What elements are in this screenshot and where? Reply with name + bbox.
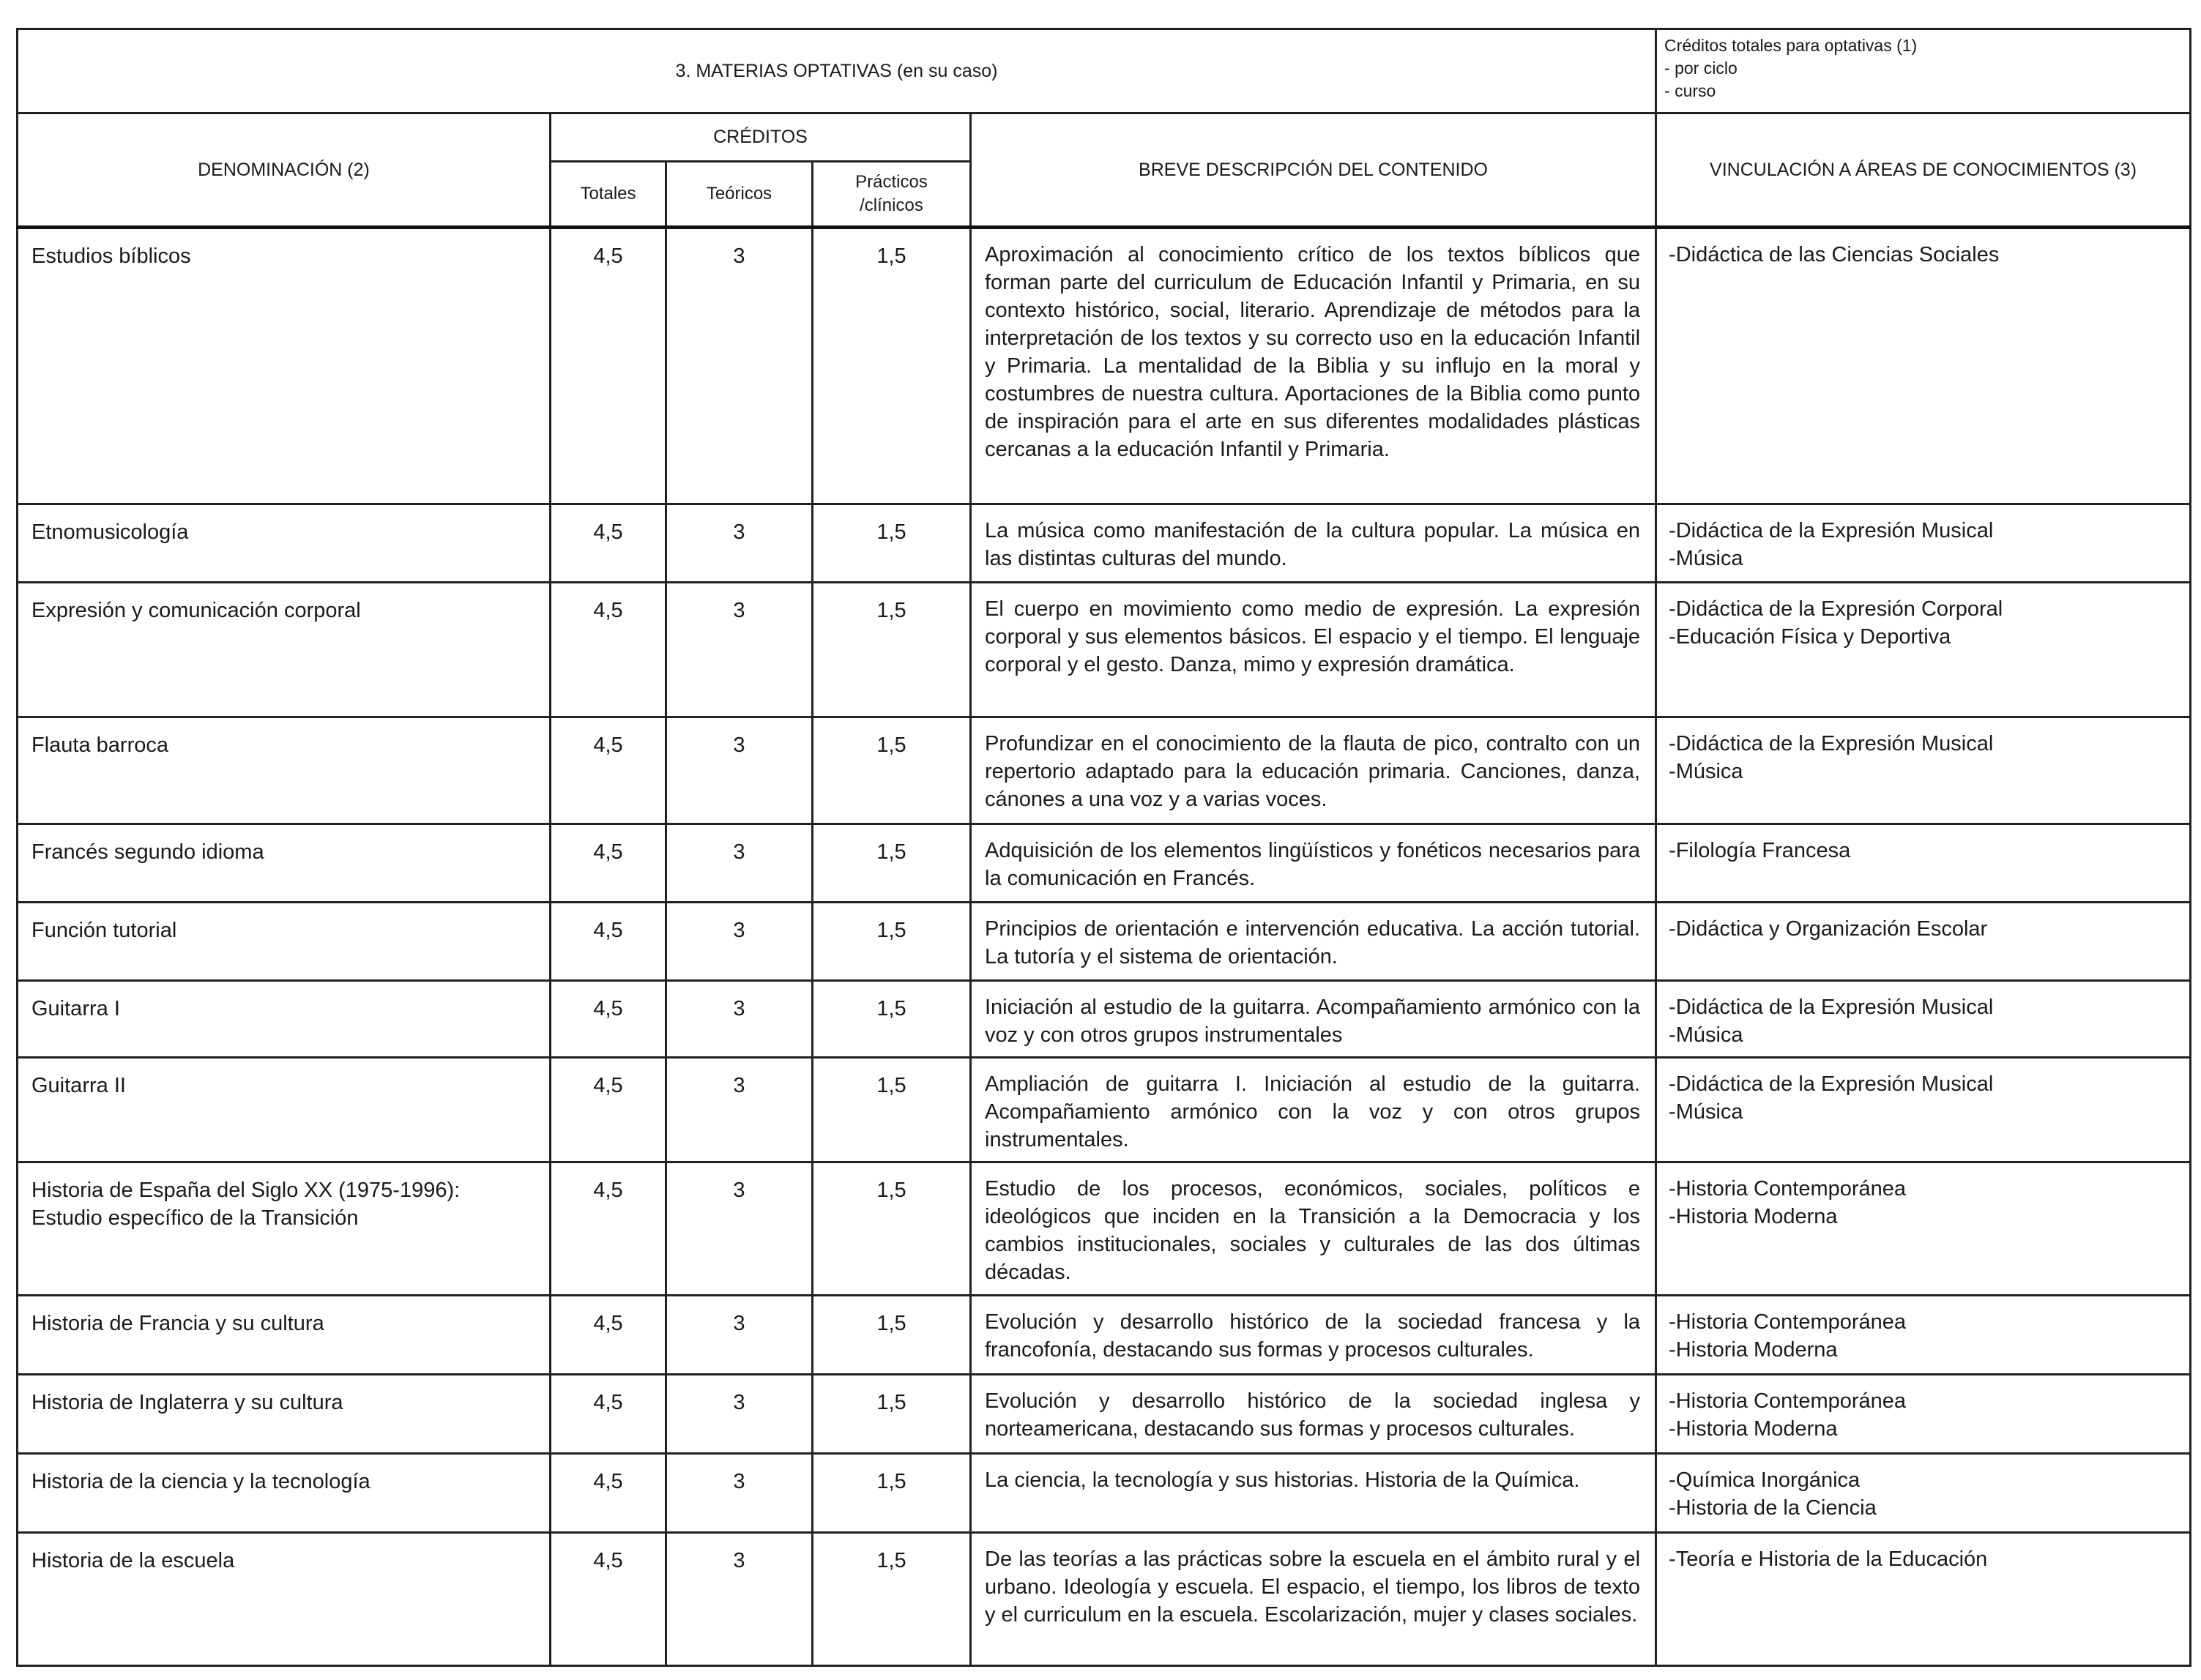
- table-row: [18, 1454, 2191, 1533]
- knowledge-area-item: -Didáctica de la Expresión Musical: [1669, 1072, 1994, 1096]
- table-row: [18, 228, 2191, 504]
- table-row: [18, 717, 2191, 824]
- knowledge-area-item: -Química Inorgánica: [1669, 1468, 1861, 1492]
- content-description: Ampliación de guitarra I. Iniciación al estudio de la guitarra. Acompañamiento armónico con la voz y con otros grupos instrumentales.: [971, 1058, 1656, 1162]
- table-row: [18, 981, 2191, 1058]
- knowledge-area-item: -Historia Moderna: [1669, 1417, 1838, 1441]
- credits-note: [1656, 29, 2191, 113]
- credits-totales: 4,5: [551, 1296, 666, 1375]
- knowledge-area-item: -Didáctica de la Expresión Musical: [1669, 732, 1994, 755]
- section-title: 3. MATERIAS OPTATIVAS (en su caso): [18, 29, 1656, 113]
- knowledge-areas: [1656, 504, 2191, 583]
- content-description: Estudio de los procesos, económicos, sociales, políticos e ideológicos que inciden en la Transición a la Democracia y los cambios institucionales, sociales y culturales de las dos últimas décadas.: [971, 1162, 1656, 1296]
- credits-totales: 4,5: [551, 228, 666, 504]
- col-header-practicos: Prácticos /clínicos: [813, 162, 971, 228]
- content-description: Principios de orientación e intervención educativa. La acción tutorial. La tutoría y el sistema de orientación.: [971, 903, 1656, 981]
- knowledge-areas: [1656, 1454, 2191, 1533]
- credits-practicos: 1,5: [813, 1296, 971, 1375]
- knowledge-area-item: -Didáctica y Organización Escolar: [1669, 917, 1988, 941]
- content-description: De las teorías a las prácticas sobre la escuela en el ámbito rural y el urbano. Ideología y escuela. El espacio, el tiempo, los libros de texto y el curriculum en la escuela. Escolarización, mujer y clases sociales.: [971, 1533, 1656, 1666]
- credits-totales: 4,5: [551, 981, 666, 1058]
- credits-totales: 4,5: [551, 1162, 666, 1296]
- col-header-denominacion: DENOMINACIÓN (2): [18, 113, 551, 228]
- credits-totales: 4,5: [551, 1454, 666, 1533]
- col-header-descripcion: BREVE DESCRIPCIÓN DEL CONTENIDO: [971, 113, 1656, 228]
- credits-note-line: - curso: [1664, 81, 1716, 100]
- credits-teoricos: 3: [666, 1454, 813, 1533]
- content-description: El cuerpo en movimiento como medio de expresión. La expresión corporal y sus elementos básicos. El espacio y el tiempo. El lenguaje corporal y el gesto. Danza, mimo y expresión dramática.: [971, 583, 1656, 717]
- credits-teoricos: 3: [666, 228, 813, 504]
- credits-practicos: 1,5: [813, 583, 971, 717]
- credits-totales: 4,5: [551, 1375, 666, 1454]
- subject-name: Función tutorial: [18, 903, 551, 981]
- credits-practicos: 1,5: [813, 1454, 971, 1533]
- credits-totales: 4,5: [551, 504, 666, 583]
- knowledge-area-item: -Historia de la Ciencia: [1669, 1496, 1877, 1520]
- content-description: Evolución y desarrollo histórico de la sociedad francesa y la francofonía, destacando sus formas y procesos culturales.: [971, 1296, 1656, 1375]
- credits-totales: 4,5: [551, 1058, 666, 1162]
- credits-teoricos: 3: [666, 1375, 813, 1454]
- subject-name: Guitarra I: [18, 981, 551, 1058]
- knowledge-area-item: -Filología Francesa: [1669, 839, 1851, 862]
- subject-name: Expresión y comunicación corporal: [18, 583, 551, 717]
- table-row: [18, 1162, 2191, 1296]
- credits-totales: 4,5: [551, 824, 666, 903]
- subject-name: Estudios bíblicos: [18, 228, 551, 504]
- content-description: Iniciación al estudio de la guitarra. Acompañamiento armónico con la voz y con otros grupos instrumentales: [971, 981, 1656, 1058]
- credits-practicos: 1,5: [813, 1162, 971, 1296]
- credits-totales: 4,5: [551, 1533, 666, 1666]
- knowledge-area-item: -Historia Contemporánea: [1669, 1310, 1907, 1334]
- table-row: [18, 903, 2191, 981]
- knowledge-areas: [1656, 1296, 2191, 1375]
- content-description: Aproximación al conocimiento crítico de los textos bíblicos que forman parte del curriculum de Educación Infantil y Primaria, en su contexto histórico, social, literario. Aprendizaje de métodos para la interpretación de los textos y su correcto uso en la educación Infantil y Primaria. La mentalidad de la Biblia y su influjo en la moral y costumbres de nuestra cultura. Aportaciones de la Biblia como punto de inspiración para el arte en sus diferentes modalidades plásticas cercanas a la educación Infantil y Primaria.: [971, 228, 1656, 504]
- col-header-teoricos: Teóricos: [666, 162, 813, 228]
- content-description: La música como manifestación de la cultura popular. La música en las distintas culturas del mundo.: [971, 504, 1656, 583]
- table-row: [18, 824, 2191, 903]
- table-row: [18, 1058, 2191, 1162]
- credits-practicos: 1,5: [813, 1533, 971, 1666]
- subject-name: Historia de Francia y su cultura: [18, 1296, 551, 1375]
- subject-name: Historia de España del Siglo XX (1975-1996): Estudio específico de la Transición: [18, 1162, 551, 1296]
- subject-name: Historia de la escuela: [18, 1533, 551, 1666]
- credits-teoricos: 3: [666, 1058, 813, 1162]
- credits-teoricos: 3: [666, 981, 813, 1058]
- knowledge-area-item: -Música: [1669, 1100, 1743, 1124]
- credits-note-line: Créditos totales para optativas (1): [1664, 36, 1918, 55]
- optativas-table: [16, 28, 2191, 1667]
- subject-name: Historia de Inglaterra y su cultura: [18, 1375, 551, 1454]
- content-description: Adquisición de los elementos lingüísticos y fonéticos necesarios para la comunicación en Francés.: [971, 824, 1656, 903]
- credits-totales: 4,5: [551, 903, 666, 981]
- knowledge-areas: [1656, 583, 2191, 717]
- credits-teoricos: 3: [666, 1533, 813, 1666]
- knowledge-area-item: -Historia Contemporánea: [1669, 1177, 1907, 1201]
- table-row: [18, 583, 2191, 717]
- knowledge-area-item: -Música: [1669, 760, 1743, 783]
- credits-teoricos: 3: [666, 1162, 813, 1296]
- subject-name: Etnomusicología: [18, 504, 551, 583]
- table-row: [18, 1296, 2191, 1375]
- knowledge-areas: [1656, 824, 2191, 903]
- credits-practicos: 1,5: [813, 717, 971, 824]
- knowledge-area-item: -Didáctica de la Expresión Musical: [1669, 519, 1994, 542]
- knowledge-area-item: -Música: [1669, 547, 1743, 570]
- credits-practicos: 1,5: [813, 504, 971, 583]
- table-row: [18, 1375, 2191, 1454]
- col-header-totales: Totales: [551, 162, 666, 228]
- knowledge-area-item: -Música: [1669, 1023, 1743, 1047]
- table-row: [18, 504, 2191, 583]
- knowledge-area-item: -Didáctica de la Expresión Corporal: [1669, 597, 2003, 621]
- knowledge-area-item: -Historia Moderna: [1669, 1205, 1838, 1228]
- credits-practicos: 1,5: [813, 1058, 971, 1162]
- knowledge-areas: [1656, 981, 2191, 1058]
- knowledge-areas: [1656, 1533, 2191, 1666]
- knowledge-area-item: -Historia Contemporánea: [1669, 1389, 1907, 1413]
- knowledge-area-item: -Teoría e Historia de la Educación: [1669, 1548, 1988, 1571]
- col-header-creditos: CRÉDITOS: [551, 113, 971, 162]
- col-header-vinculacion: VINCULACIÓN A ÁREAS DE CONOCIMIENTOS (3): [1656, 113, 2191, 228]
- credits-teoricos: 3: [666, 504, 813, 583]
- credits-note-line: - por ciclo: [1664, 59, 1738, 78]
- knowledge-areas: [1656, 1375, 2191, 1454]
- knowledge-area-item: -Didáctica de la Expresión Musical: [1669, 996, 1994, 1019]
- knowledge-area-item: -Historia Moderna: [1669, 1338, 1838, 1362]
- content-description: Evolución y desarrollo histórico de la sociedad inglesa y norteamericana, destacando sus formas y procesos culturales.: [971, 1375, 1656, 1454]
- credits-totales: 4,5: [551, 583, 666, 717]
- subject-name: Flauta barroca: [18, 717, 551, 824]
- content-description: La ciencia, la tecnología y sus historias. Historia de la Química.: [971, 1454, 1656, 1533]
- knowledge-areas: [1656, 717, 2191, 824]
- knowledge-area-item: -Didáctica de las Ciencias Sociales: [1669, 243, 2000, 266]
- credits-practicos: 1,5: [813, 824, 971, 903]
- credits-teoricos: 3: [666, 903, 813, 981]
- subject-name: Francés segundo idioma: [18, 824, 551, 903]
- credits-practicos: 1,5: [813, 228, 971, 504]
- credits-teoricos: 3: [666, 1296, 813, 1375]
- content-description: Profundizar en el conocimiento de la flauta de pico, contralto con un repertorio adaptado para la educación primaria. Canciones, danza, cánones a una voz y a varias voces.: [971, 717, 1656, 824]
- credits-practicos: 1,5: [813, 981, 971, 1058]
- credits-teoricos: 3: [666, 717, 813, 824]
- knowledge-area-item: -Educación Física y Deportiva: [1669, 625, 1951, 649]
- credits-teoricos: 3: [666, 583, 813, 717]
- credits-practicos: 1,5: [813, 1375, 971, 1454]
- subject-name: Guitarra II: [18, 1058, 551, 1162]
- subject-name: Historia de la ciencia y la tecnología: [18, 1454, 551, 1533]
- credits-practicos: 1,5: [813, 903, 971, 981]
- credits-teoricos: 3: [666, 824, 813, 903]
- knowledge-areas: [1656, 1162, 2191, 1296]
- credits-totales: 4,5: [551, 717, 666, 824]
- optativas-table-sheet: [16, 28, 2189, 1667]
- knowledge-areas: [1656, 903, 2191, 981]
- knowledge-areas: [1656, 1058, 2191, 1162]
- table-row: [18, 1533, 2191, 1666]
- knowledge-areas: [1656, 228, 2191, 504]
